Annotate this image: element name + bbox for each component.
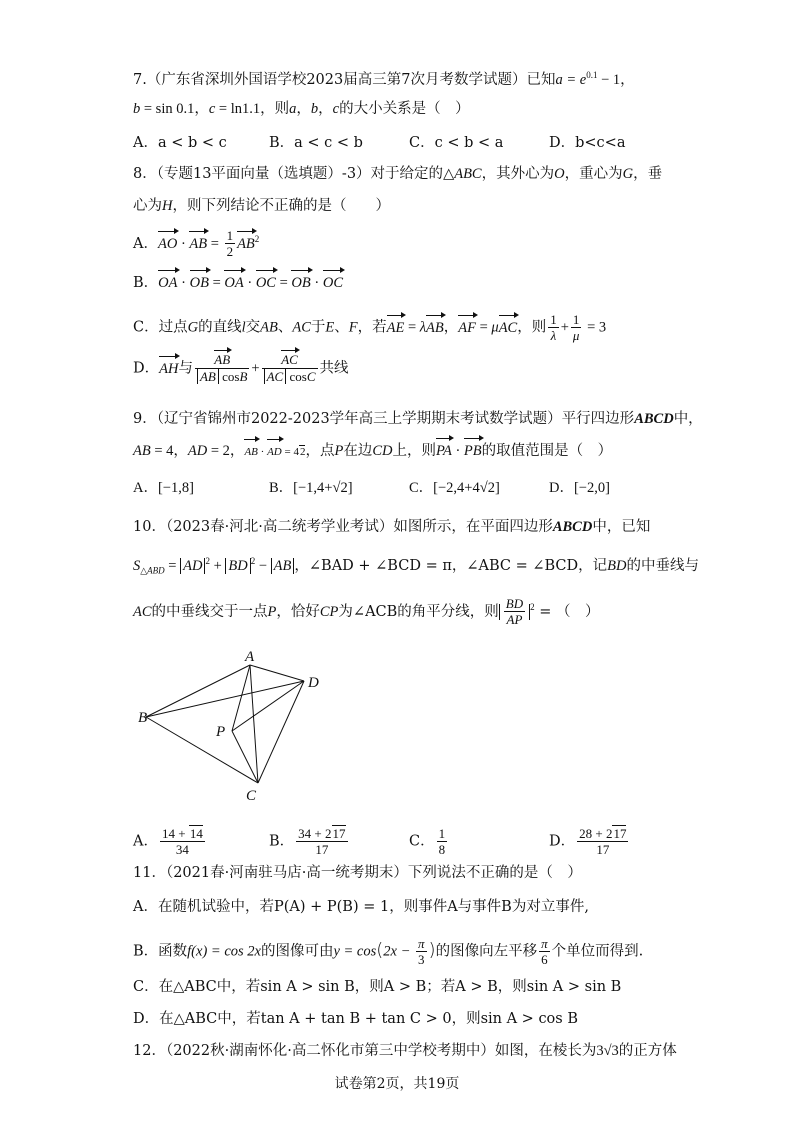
q7-option-b: B．a < c < b (269, 135, 363, 151)
q8-option-b: B．OA · OB = OA · OC = OB · OC (133, 272, 754, 294)
q9-line1: 9．（辽宁省锦州市2022-2023学年高三上学期期末考试数学试题）平行四边形ABCD中， (133, 411, 703, 427)
q7-option-a: A．a < b < c (133, 135, 227, 151)
q11-option-d: D．在△ABC中，若tan A + tan B + tan C > 0，则sin A > cos B (133, 1011, 578, 1027)
q8-line2: 心为H，则下列结论不正确的是（ ） (133, 198, 390, 214)
page-footer: 试卷第2页，共19页 (334, 1076, 460, 1092)
q12-line1: 12．（2022秋·湖南怀化·高二怀化市第三中学校考期中）如图，在棱长为3√3的正方体 (133, 1043, 677, 1059)
q11-line1: 11．（2021春·河南驻马店·高一统考期末）下列说法不正确的是（ ） (133, 865, 582, 881)
q8-option-d: D．AH与 $\frac{AB}{\text{AB cosB}}$ + $\frac{AC}{\text{AC cosC}}$ 共线 (133, 352, 349, 384)
q9-options (133, 476, 754, 498)
q9-line2: AB = 4，AD = 2，AB · AD = 42，点P在边CD上，则PA · PB的取值范围是（ ） (133, 440, 754, 463)
q9-option-c: C．[−2,4+4√2] (409, 480, 500, 496)
segment-ac (250, 665, 258, 783)
label-c: C (246, 788, 257, 804)
q10-options (133, 818, 754, 857)
q8-line1: 8．（专题13平面向量（选填题）-3）对于给定的△ABC，其外心为O，重心为G，垂 (133, 166, 663, 182)
q7-line1: 7.（广东省深圳外国语学校2023届高三第7次月考数学试题）已知$a = e^{0.1} - 1$， (133, 70, 635, 88)
label-b: B (138, 710, 148, 726)
q10-option-c: C． $\frac{1}{8}$ (409, 826, 446, 857)
q10-option-b: B． $\frac{34 + 217}{17}$ (269, 826, 346, 857)
q10-line3: AC的中垂线交于一点P，恰好CP为∠ACB的角平分线，则 $\frac{BD}{AP}$ $^2$ = （ ） (133, 596, 600, 628)
segment-ad (250, 665, 304, 681)
q10-line2: $S_{\triangle ABD}$ = AD $^2$ + BD $^2$ − AB ，∠BAD + ∠BCD = π，∠ABC = ∠BCD，记BD的中垂线与 (133, 556, 699, 576)
q7-options (133, 131, 754, 153)
q9-option-a: A．[−1,8] (133, 480, 194, 496)
segment-bd (146, 681, 304, 717)
q9-option-b: B．[−1,4+√2] (269, 480, 353, 496)
quadrilateral-figure (138, 645, 338, 805)
segment-dc (258, 681, 304, 783)
q8-option-c: C．过点G的直线l交AB、AC于E、F，若AE = λAB，AF = μAC，则 $\frac{1}{\lambda}$ + $\frac{1}{\mu}$ = 3 (133, 312, 607, 343)
segment-ba (146, 665, 250, 717)
q10-line1: 10．（2023春·河北·高二统考学业考试）如图所示，在平面四边形ABCD中，已知 (133, 519, 651, 535)
q7-option-d: D．b<c<a (549, 135, 626, 151)
segment-ap (232, 665, 250, 731)
q11-option-b: B．函数f(x) = cos 2x的图像可由y = cos(2x − $\frac{\pi}{3}$ )的图像向左平移 $\frac{\pi}{6}$ 个单位而得到. (133, 936, 644, 967)
q7-line2: b = sin 0.1，c = ln1.1，则a，b，c的大小关系是（ ） (133, 101, 470, 117)
label-a: A (245, 649, 255, 665)
q7-option-c: C．c < b < a (409, 135, 504, 151)
q10-option-d: D． $\frac{28 + 217}{17}$ (549, 826, 627, 857)
q11-option-a: A．在随机试验中，若P(A) + P(B) = 1，则事件A与事件B为对立事件, (133, 899, 589, 915)
q11-option-c: C．在△ABC中，若sin A > sin B，则A > B；若A > B，则sin A > sin B (133, 979, 622, 995)
q10-option-a: A． $\frac{14 + 14}{34}$ (133, 826, 203, 857)
q8-option-a: A．AO · AB = $\frac{1}{2}$ $AB^2$ (133, 228, 260, 260)
q9-option-d: D．[−2,0] (549, 480, 610, 496)
label-d: D (308, 675, 319, 691)
label-p: P (216, 724, 226, 740)
